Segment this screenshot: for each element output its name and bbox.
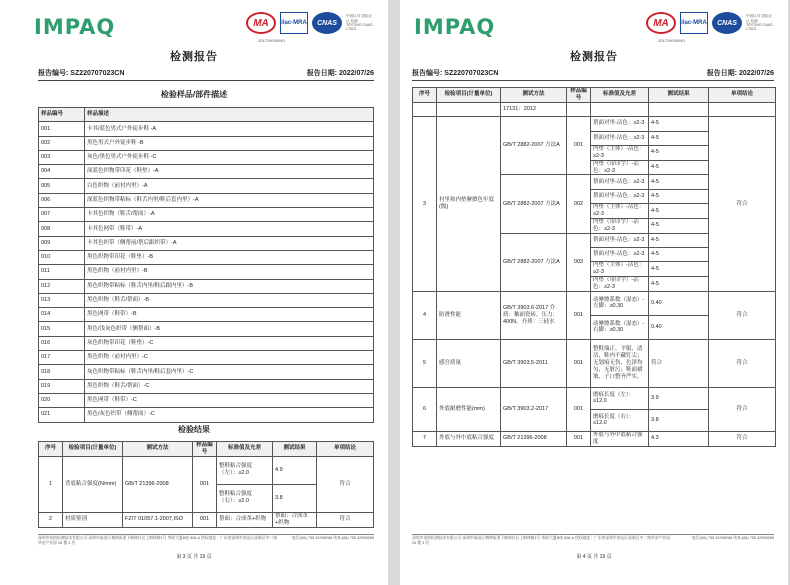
standard-value: 帮面：合成革+织物: [217, 512, 273, 527]
table-row: [39, 150, 374, 164]
test-method: GB/T 3903.2-2017: [501, 387, 567, 431]
footer-contact: 电话:(86) 755 32998288 传真:(86) 755 32998289: [291, 536, 374, 540]
sample-number: 007: [39, 208, 85, 222]
standard-value: 帮面对里-沾色：≥2-3: [591, 248, 649, 262]
standard-value: 整鞋端正、平服、清洁，鞋内不藏钉尖；无划痕无伤、色泽均匀，无脏污；鞋面褶皱、子口整齐严实。: [591, 339, 649, 387]
test-method: GB/T 21396-2008: [123, 456, 193, 512]
report-info-line: [412, 68, 774, 81]
table-row: [39, 293, 374, 307]
sample-table: [38, 107, 374, 423]
sample-description: 黑色织物（前衬内里）-C: [85, 351, 374, 365]
column-header: 检验项目(计量单位): [437, 88, 501, 103]
results-table-left: [38, 441, 374, 528]
standard-value: 动摩擦系数（湿态）-左脚：≥0.30: [591, 291, 649, 315]
test-method: GB/T 2882-2007 方法A: [501, 233, 567, 291]
table-row: [39, 236, 374, 250]
table-row: [413, 339, 776, 387]
report-date: 报告日期: 2022/07/26: [706, 70, 774, 77]
table-row: [39, 322, 374, 336]
column-header: 标准值及允差: [217, 442, 273, 457]
report-number: 报告编号: SZ220707023CN: [38, 70, 125, 77]
results-table-right: [412, 87, 776, 447]
test-result: 4-5: [649, 262, 709, 277]
table-row: [39, 250, 374, 264]
footer-address: 深圳市英柏检测技术有限公司 深圳市福田区梅林街道下梅林社区上梅林路1号 华联大厦B座 806-A 授权地址：广东省深圳市南山区高新区中二路华安产业园 26 楼 3 层: [412, 536, 670, 545]
standard-value: 磨痕长度（右）：≤12.0: [591, 409, 649, 431]
test-method: GB/T 2882-2007 方法A: [501, 117, 567, 175]
sample-number: 011: [39, 265, 85, 279]
sample-number: 001: [567, 431, 591, 446]
impaq-logo: IMPAQ: [414, 15, 496, 39]
sample-number: 013: [39, 293, 85, 307]
test-result: 4-5: [649, 145, 709, 160]
sample-number: 003: [567, 233, 591, 291]
cnas-seal-icon: CNAS: [312, 12, 342, 34]
method-continuation: 17131：2012: [501, 102, 567, 116]
page-number: 第 3 页 共 15 页: [176, 554, 212, 560]
standard-value: 磨痕长度（左）：≤12.0: [591, 387, 649, 409]
test-result: 3.8: [273, 484, 317, 512]
verdict: 符合: [317, 456, 374, 512]
table-row: [39, 379, 374, 393]
sample-description: 灰色/黑色男式户外徒步鞋 -C: [85, 150, 374, 164]
standard-value: 内垫（主体）-沾色：≥2-3: [591, 145, 649, 160]
sample-description: 黑色/浅灰色织带（侧帮面）-B: [85, 322, 374, 336]
verdict: 符合: [709, 117, 776, 292]
table-row: [39, 222, 374, 236]
sample-number: 001: [567, 291, 591, 339]
sample-description: 黑色织物（前衬内里）-B: [85, 265, 374, 279]
sample-number: 001: [39, 122, 85, 136]
sample-number: 018: [39, 365, 85, 379]
column-header: 样品编号: [39, 108, 85, 122]
table-row: [39, 336, 374, 350]
standard-value: 帮面对里-沾色：≥2-3: [591, 175, 649, 189]
sample-number: 009: [39, 236, 85, 250]
table-row: [39, 179, 374, 193]
sample-number: 002: [567, 175, 591, 233]
sample-number: 020: [39, 393, 85, 407]
test-result: 4-5: [649, 175, 709, 189]
table-row: [39, 193, 374, 207]
sample-description: 深蓝色织物带粘标（鞋舌内里/鞋后套内里）-A: [85, 193, 374, 207]
sample-number: 012: [39, 279, 85, 293]
test-result: 4-5: [649, 218, 709, 233]
table-row: [39, 512, 374, 527]
sample-number: 001: [193, 456, 217, 512]
table-row: [413, 117, 776, 131]
sample-description: 卡其/蓝色男式户外徒步鞋 -A: [85, 122, 374, 136]
cma-seal-icon: MA: [246, 12, 276, 34]
test-result: 4-5: [649, 277, 709, 292]
report-date: 报告日期: 2022/07/26: [306, 70, 374, 77]
column-header: 样品编号: [193, 442, 217, 457]
test-item: 背底粘合强度(N/mm): [63, 456, 123, 512]
column-header: 测试方法: [501, 88, 567, 103]
page-title: 检测报告: [570, 51, 618, 63]
sample-description: 黑色织物带印花（鞋垫）-B: [85, 250, 374, 264]
test-method: GB/T 3903.5-2011: [501, 339, 567, 387]
table-row: [39, 122, 374, 136]
test-result: 4-5: [649, 248, 709, 262]
report-page-4: [400, 0, 788, 585]
test-result: 4-5: [649, 117, 709, 131]
row-number: 7: [413, 431, 437, 446]
table-row: [39, 308, 374, 322]
sample-number: 002: [39, 136, 85, 150]
column-header: 样品编号: [567, 88, 591, 103]
table-row: [39, 265, 374, 279]
column-header: 序号: [413, 88, 437, 103]
test-method: GB/T 3903.6-2017 介质：釉面瓷砖，压力：400N，介质：三硅水: [501, 291, 567, 339]
sample-description: 灰色织物带印花（鞋垫）-C: [85, 336, 374, 350]
sample-description: 灰色织物带粘标（鞋舌内里/鞋后套内里）-C: [85, 365, 374, 379]
test-result: 4-5: [649, 204, 709, 219]
table-row: [39, 165, 374, 179]
standard-value: 内垫（带印字）-沾色：≥2-3: [591, 218, 649, 233]
ilac-mra-icon: ilac-MRA: [680, 12, 708, 34]
standard-value: 内垫（带印字）-沾色：≥2-3: [591, 277, 649, 292]
row-number: 4: [413, 291, 437, 339]
test-result: 4-5: [649, 160, 709, 175]
sample-description: 黑色织物（鞋舌/帮面）-B: [85, 293, 374, 307]
standard-value: 整鞋粘合强度（右）：≥2.0: [217, 484, 273, 512]
cma-seal-icon: MA: [646, 12, 676, 34]
row-number: 1: [39, 456, 63, 512]
sample-description: 黑色男式户外徒步鞋 -B: [85, 136, 374, 150]
page-title: 检测报告: [170, 51, 218, 63]
test-item: 衬里和内垫摩擦色牢度(级): [437, 117, 501, 292]
verdict: 符合: [317, 512, 374, 527]
sample-number: 015: [39, 322, 85, 336]
sample-number: 003: [39, 150, 85, 164]
table-row: [413, 431, 776, 446]
column-header: 单项结论: [709, 88, 776, 103]
page-footer: [38, 534, 374, 546]
page-footer: [412, 534, 774, 546]
certification-marks: [646, 12, 774, 34]
sample-description: 卡其色织带（侧帮前/帮后跟织带）-A: [85, 236, 374, 250]
sample-description: 卡其色织物（鞋舌/帮面）-A: [85, 208, 374, 222]
sample-number: 019: [39, 379, 85, 393]
report-info-line: [38, 68, 374, 81]
test-item: 防滑性能: [437, 291, 501, 339]
table-row: [413, 102, 776, 116]
sample-description: 深蓝色织物带印花（鞋垫）-A: [85, 165, 374, 179]
footer-contact: 电话:(86) 755 32998288 传真:(86) 755 32998289: [691, 536, 774, 540]
cma-number: 201719000040: [258, 38, 285, 43]
page-number: 第 4 页 共 15 页: [576, 554, 612, 560]
report-page-3: [0, 0, 388, 585]
test-result: 4-5: [649, 131, 709, 145]
standard-value: 内垫（带印字）-沾色：≥2-3: [591, 160, 649, 175]
standard-value: 整鞋粘合强度（左）：≥2.0: [217, 456, 273, 484]
table-row: [39, 208, 374, 222]
sample-description: 黑色/灰色织带（侧帮面）-C: [85, 408, 374, 422]
impaq-logo: IMPAQ: [34, 15, 116, 39]
column-header: 标准值及允差: [591, 88, 649, 103]
test-method: FZ/T 01057.1-2007,ISO: [123, 512, 193, 527]
footer-address: 深圳市英柏检测技术有限公司 深圳市福田区梅林街道下梅林社区上梅林路1号 华联大厦B座 806-A 授权地址：广东省深圳市南山区高新区中二路华安产业园 26 楼 3 层: [38, 536, 278, 545]
results-section-title: 检验结果: [178, 425, 210, 434]
sample-description: 黑色织物（鞋舌/帮面）-C: [85, 379, 374, 393]
standard-value: 帮面对里-沾色：≥2-3: [591, 117, 649, 131]
test-result: 3.8: [649, 409, 709, 431]
sample-number: 001: [567, 339, 591, 387]
standard-value: 内垫（主体）-沾色：≥2-3: [591, 204, 649, 219]
sample-description: 卡其色网带（鞋带）-A: [85, 222, 374, 236]
sample-number: 001: [567, 387, 591, 431]
row-number: 2: [39, 512, 63, 527]
sample-description: 黑色网带（鞋带）-C: [85, 393, 374, 407]
column-header: 序号: [39, 442, 63, 457]
table-row: [39, 279, 374, 293]
sample-section-title: 检验样品/部件描述: [160, 90, 228, 99]
column-header: 测试结果: [273, 442, 317, 457]
test-result: 0.40: [649, 291, 709, 315]
cma-number: 201719000040: [658, 38, 685, 43]
standard-value: 帮面对里-沾色：≥2-3: [591, 189, 649, 203]
column-header: 样品描述: [85, 108, 374, 122]
sample-number: 017: [39, 351, 85, 365]
sample-description: 黑色网带（鞋带）-B: [85, 308, 374, 322]
column-header: 单项结论: [317, 442, 374, 457]
verdict: 符合: [709, 431, 776, 446]
cnas-seal-icon: CNAS: [712, 12, 742, 34]
table-row: [39, 351, 374, 365]
table-row: [39, 456, 374, 484]
column-header: 检验项目(计量单位): [63, 442, 123, 457]
table-row: [39, 365, 374, 379]
sample-number: 010: [39, 250, 85, 264]
cnas-text: 中国认可 国际互认 检测 TESTING CNAS L7523: [746, 14, 773, 32]
test-result: 4.3: [649, 431, 709, 446]
verdict: 符合: [709, 339, 776, 387]
sample-description: 白色织物（前衬内里）-A: [85, 179, 374, 193]
test-item: 外底耐磨性能(mm): [437, 387, 501, 431]
test-method: GB/T 21396-2008: [501, 431, 567, 446]
test-result: 帮面：合成革+织物: [273, 512, 317, 527]
standard-value: 内垫（主体）-沾色：≥2-3: [591, 262, 649, 277]
table-row: [39, 393, 374, 407]
ilac-mra-icon: ilac-MRA: [280, 12, 308, 34]
test-result: 0.40: [649, 315, 709, 339]
sample-number: 004: [39, 165, 85, 179]
test-result: 3.9: [649, 387, 709, 409]
test-method: GB/T 2882-2007 方法A: [501, 175, 567, 233]
sample-number: 006: [39, 193, 85, 207]
test-result: 4.9: [273, 456, 317, 484]
table-row: [39, 408, 374, 422]
test-result: 4-5: [649, 233, 709, 247]
verdict: 符合: [709, 387, 776, 431]
cnas-text: 中国认可 国际互认 检测 TESTING CNAS L7523: [346, 14, 373, 32]
test-result: 4-5: [649, 189, 709, 203]
standard-value: 帮面对里-沾色：≥2-3: [591, 233, 649, 247]
test-item: 外底与外中底粘合强度: [437, 431, 501, 446]
sample-number: 014: [39, 308, 85, 322]
sample-number: 001: [567, 117, 591, 175]
table-row: [413, 387, 776, 409]
table-row: [39, 136, 374, 150]
test-result: 符合: [649, 339, 709, 387]
column-header: 测试方法: [123, 442, 193, 457]
report-number: 报告编号: SZ220707023CN: [412, 70, 499, 77]
column-header: 测试结果: [649, 88, 709, 103]
test-item: 材质鉴别: [63, 512, 123, 527]
sample-number: 021: [39, 408, 85, 422]
row-number: 3: [413, 117, 437, 292]
table-row: [413, 291, 776, 315]
verdict: 符合: [709, 291, 776, 339]
sample-number: 005: [39, 179, 85, 193]
standard-value: 外底与外中底粘合强度: [591, 431, 649, 446]
standard-value: 帮面对里-沾色：≥2-3: [591, 131, 649, 145]
row-number: 5: [413, 339, 437, 387]
row-number: 6: [413, 387, 437, 431]
sample-number: 008: [39, 222, 85, 236]
sample-description: 黑色织物带粘标（鞋舌内里/鞋后跟内里）-B: [85, 279, 374, 293]
sample-number: 001: [193, 512, 217, 527]
certification-marks: [246, 12, 374, 34]
standard-value: 动摩擦系数（湿态）-右脚：≥0.30: [591, 315, 649, 339]
sample-number: 016: [39, 336, 85, 350]
test-item: 感官质量: [437, 339, 501, 387]
